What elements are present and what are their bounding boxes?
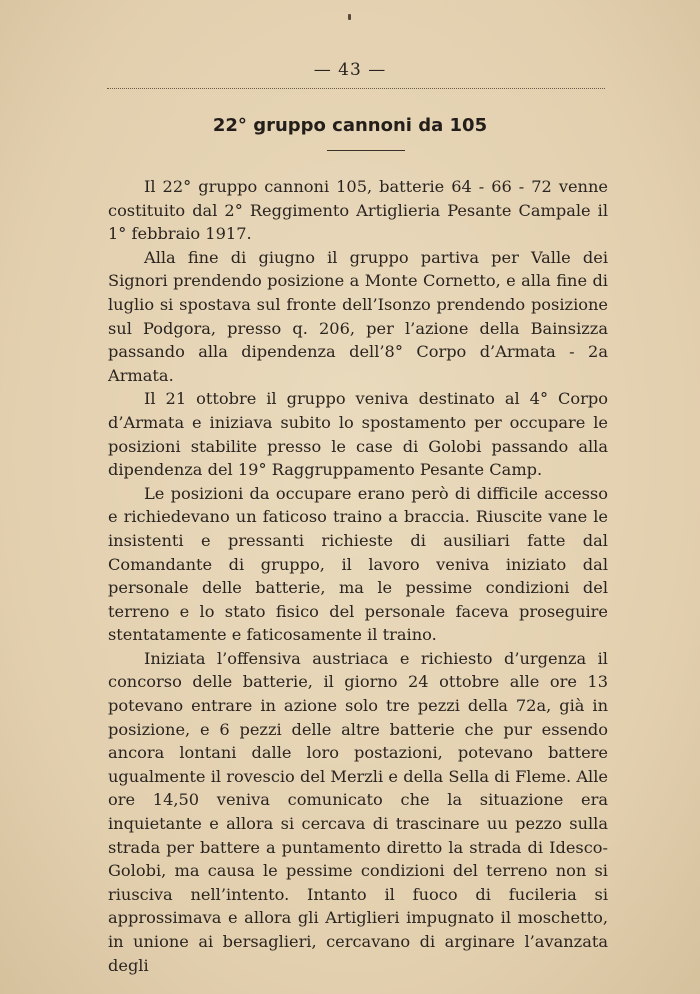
page-number: — 43 — [313, 60, 387, 80]
body-text [108, 175, 608, 977]
section-heading: 22° gruppo cannoni da 105 [212, 115, 488, 136]
dotted-rule [107, 88, 605, 89]
paragraph-1: Il 22° gruppo cannoni 105, batterie 64 - 66 - 72 venne costituito dal 2° Reggimento Artiglieria Pesante Campale il 1° febbraio 1917. [108, 177, 608, 244]
heading-underline [327, 150, 405, 151]
paragraph-4: Le posizioni da occupare erano però di difficile accesso e richiedevano un faticoso traino a braccia. Riuscite vane le insistenti e pressanti richieste di ausiliari fatte dal Comandante di gruppo, il lavoro veniva iniziato dal personale delle batterie, ma le pessime condizioni del terreno e lo stato fisico del personale faceva proseguire stentatamente e faticosamente il traino. [108, 483, 608, 645]
paragraph-5: Iniziata l’offensiva austriaca e richiesto d’urgenza il concorso delle batterie, il giorno 24 ottobre alle ore 13 potevano entrare in azione solo tre pezzi della 72a, già in posizione, e 6 pezzi delle altre batterie che pur essendo ancora lontani dalle loro postazioni, potevano battere ugualmente il rovescio del Merzli e della Sella di Fleme. Alle ore 14,50 veniva comunicato che la situazione era inquietante e allora si cercava di trascinare uu pezzo sulla strada per battere a puntamento diretto la strada di Idesco-Golobi, ma causa le pessime condizioni del terreno non si riusciva nell’intento. Intanto il fuoco di fucileria si approssimava e allora gli Artiglieri impugnato il moschetto, in unione ai bersaglieri, cercavano di arginare l’avanzata degli [108, 648, 608, 975]
paragraph-3: Il 21 ottobre il gruppo veniva destinato al 4° Corpo d’Armata e iniziava subito lo spostamento per occupare le posizioni stabilite presso le case di Golobi passando alla dipendenza del 19° Raggruppamento Pesante Camp. [108, 389, 608, 480]
paragraph-2: Alla fine di giugno il gruppo partiva per Valle dei Signori prendendo posizione a Monte Cornetto, e alla fine di luglio si spostava sul fronte dell’Isonzo prendendo posizione sul Podgora, presso q. 206, per l’azione della Bainsizza passando alla dipendenza dell’8° Corpo d’Armata - 2a Armata. [108, 247, 608, 385]
ink-mark [348, 14, 351, 20]
